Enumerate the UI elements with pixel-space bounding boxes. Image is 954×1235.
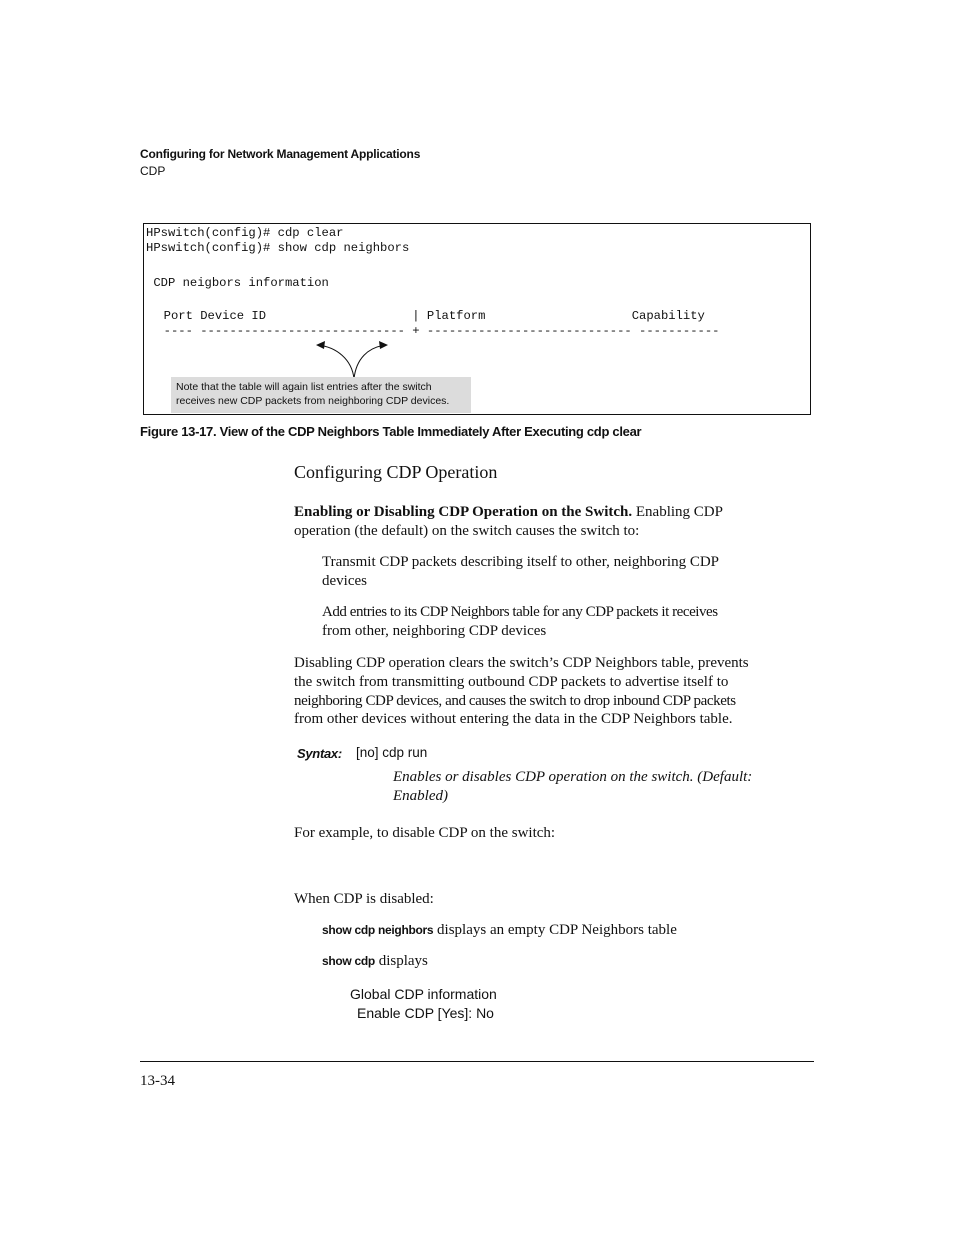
syntax-command: [356, 743, 427, 763]
output-text: Global CDP information: [350, 986, 497, 1002]
terminal-line-show-neighbors: HPswitch(config)# show cdp neighbors: [146, 241, 410, 255]
list-item-add-entries-line1: Add entries to its CDP Neighbors table for any CDP packets it receives: [322, 604, 718, 620]
callout-line: receives new CDP packets from neighboring CDP devices.: [176, 395, 450, 407]
terminal-figure: [143, 223, 811, 415]
callout-arrows-icon: [304, 337, 394, 381]
disabled-item-show-neighbors: [322, 921, 677, 940]
disable-paragraph-line: Disabling CDP operation clears the switch’s CDP Neighbors table, prevents: [294, 655, 749, 671]
command-show-cdp-neighbors: show cdp neighbors: [322, 923, 434, 937]
intro-paragraph-line2: operation (the default) on the switch causes the switch to:: [294, 523, 640, 539]
disable-paragraph-line: neighboring CDP devices, and causes the switch to drop inbound CDP packets: [294, 693, 736, 709]
output-line-global: [350, 985, 497, 1005]
running-header-section: CDP: [140, 164, 166, 178]
syntax-description-line2: Enabled): [393, 788, 448, 804]
list-item-add-entries-line2: from other, neighboring CDP devices: [322, 623, 547, 639]
section-heading: Configuring CDP Operation: [294, 462, 498, 482]
disabled-item-description: displays: [374, 953, 428, 969]
terminal-table-divider: ---- ---------------------------- + ---------------------------- -----------: [149, 324, 720, 338]
example-text: For example, to disable CDP on the switch:: [294, 825, 556, 841]
syntax-label-text: Syntax:: [297, 746, 342, 761]
syntax-description-line1: Enables or disables CDP operation on the switch. (Default:: [393, 769, 753, 785]
list-item-transmit-line1: Transmit CDP packets describing itself to other, neighboring CDP: [322, 554, 720, 570]
terminal-line-info-title: CDP neigbors information: [146, 276, 329, 290]
intro-paragraph-line1: [294, 503, 723, 522]
command-show-cdp: show cdp: [322, 954, 375, 968]
syntax-command-text: [no] cdp run: [356, 745, 428, 760]
disable-paragraph-line: from other devices without entering the data in the CDP Neighbors table.: [294, 711, 733, 727]
list-item-transmit-line2: devices: [322, 573, 367, 589]
output-line-enable: [357, 1004, 494, 1024]
page-number: 13-34: [140, 1073, 175, 1089]
disabled-item-description: displays an empty CDP Neighbors table: [433, 922, 677, 938]
callout-line: Note that the table will again list entries after the switch: [176, 381, 432, 393]
output-text: Enable CDP [Yes]: No: [357, 1005, 494, 1021]
intro-run-in-heading: Enabling or Disabling CDP Operation on the Switch.: [294, 504, 633, 520]
footer-rule: [140, 1061, 814, 1062]
disable-paragraph-line: the switch from transmitting outbound CDP packets to advertise itself to: [294, 674, 729, 690]
figure-caption: Figure 13-17. View of the CDP Neighbors Table Immediately After Executing cdp clear: [140, 424, 642, 439]
terminal-table-header: Port Device ID | Platform Capability: [149, 309, 705, 323]
intro-text: Enabling CDP: [632, 504, 723, 520]
running-header-chapter: Configuring for Network Management Applications: [140, 147, 421, 161]
syntax-label: [297, 744, 342, 764]
when-disabled-text: When CDP is disabled:: [294, 891, 434, 907]
figure-callout-note: [171, 377, 471, 413]
terminal-line-cdp-clear: HPswitch(config)# cdp clear: [146, 226, 344, 240]
disabled-item-show-cdp: [322, 952, 428, 971]
